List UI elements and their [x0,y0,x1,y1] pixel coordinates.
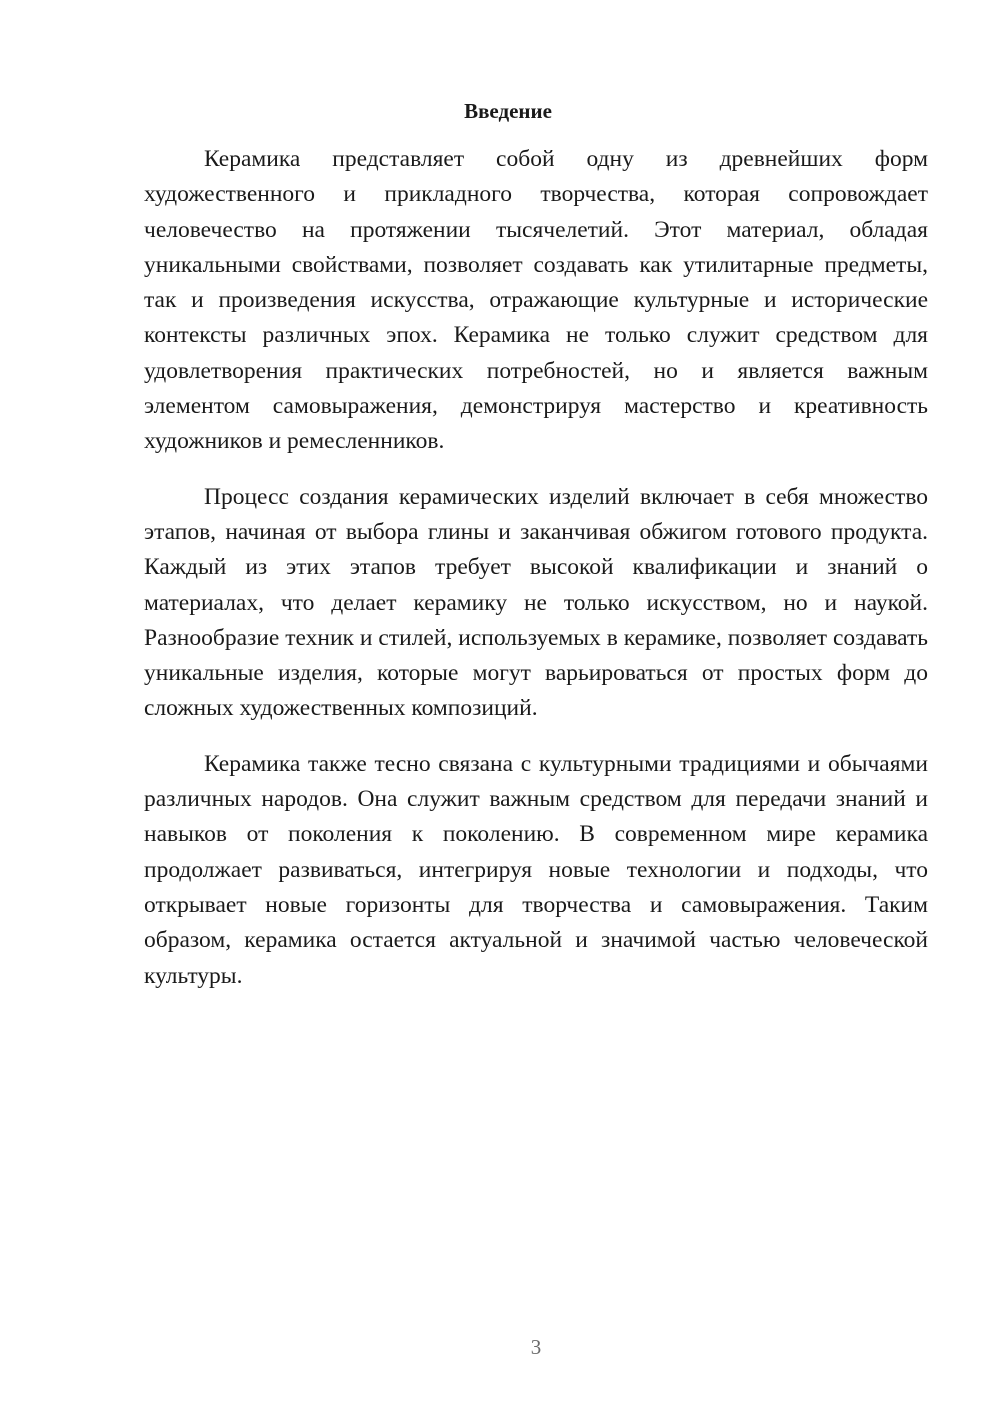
body-text [144,142,928,994]
section-title [144,96,928,126]
section-title-text: Введение [464,99,552,123]
paragraph-1: Керамика представляет собой одну из древнейших форм художественного и прикладного творчества, которая сопровождает человечество на протяжении тысячелетий. Этот материал, обладая уникальными свойствами, позволяет создавать как утилитарные предметы, так и произведения искусства, отражающие культурные и исторические контексты различных эпох. Керамика не только служит средством для удовлетворения практических потребностей, но и является важным элементом самовыражения, демонстрируя мастерство и креативность художников и ремесленников. [144,146,928,455]
paragraph-2: Процесс создания керамических изделий включает в себя множество этапов, начиная от выбора глины и заканчивая обжигом готового продукта. Каждый из этих этапов требует высокой квалификации и знаний о материалах, что делает керамику не только искусством, но и наукой. Разнообразие техник и стилей, используемых в керамике, позволяет создавать уникальные изделия, которые могут варьироваться от простых форм до сложных художественных композиций. [144,483,928,722]
page-number: 3 [530,1335,542,1359]
paragraph-3: Керамика также тесно связана с культурными традициями и обычаями различных народов. Она служит важным средством для передачи знаний и навыков от поколения к поколению. В современном мире керамика продолжает развиваться, интегрируя новые технологии и подходы, что открывает новые горизонты для творчества и самовыражения. Таким образом, керамика остается актуальной и значимой частью человеческой культуры. [144,750,928,989]
